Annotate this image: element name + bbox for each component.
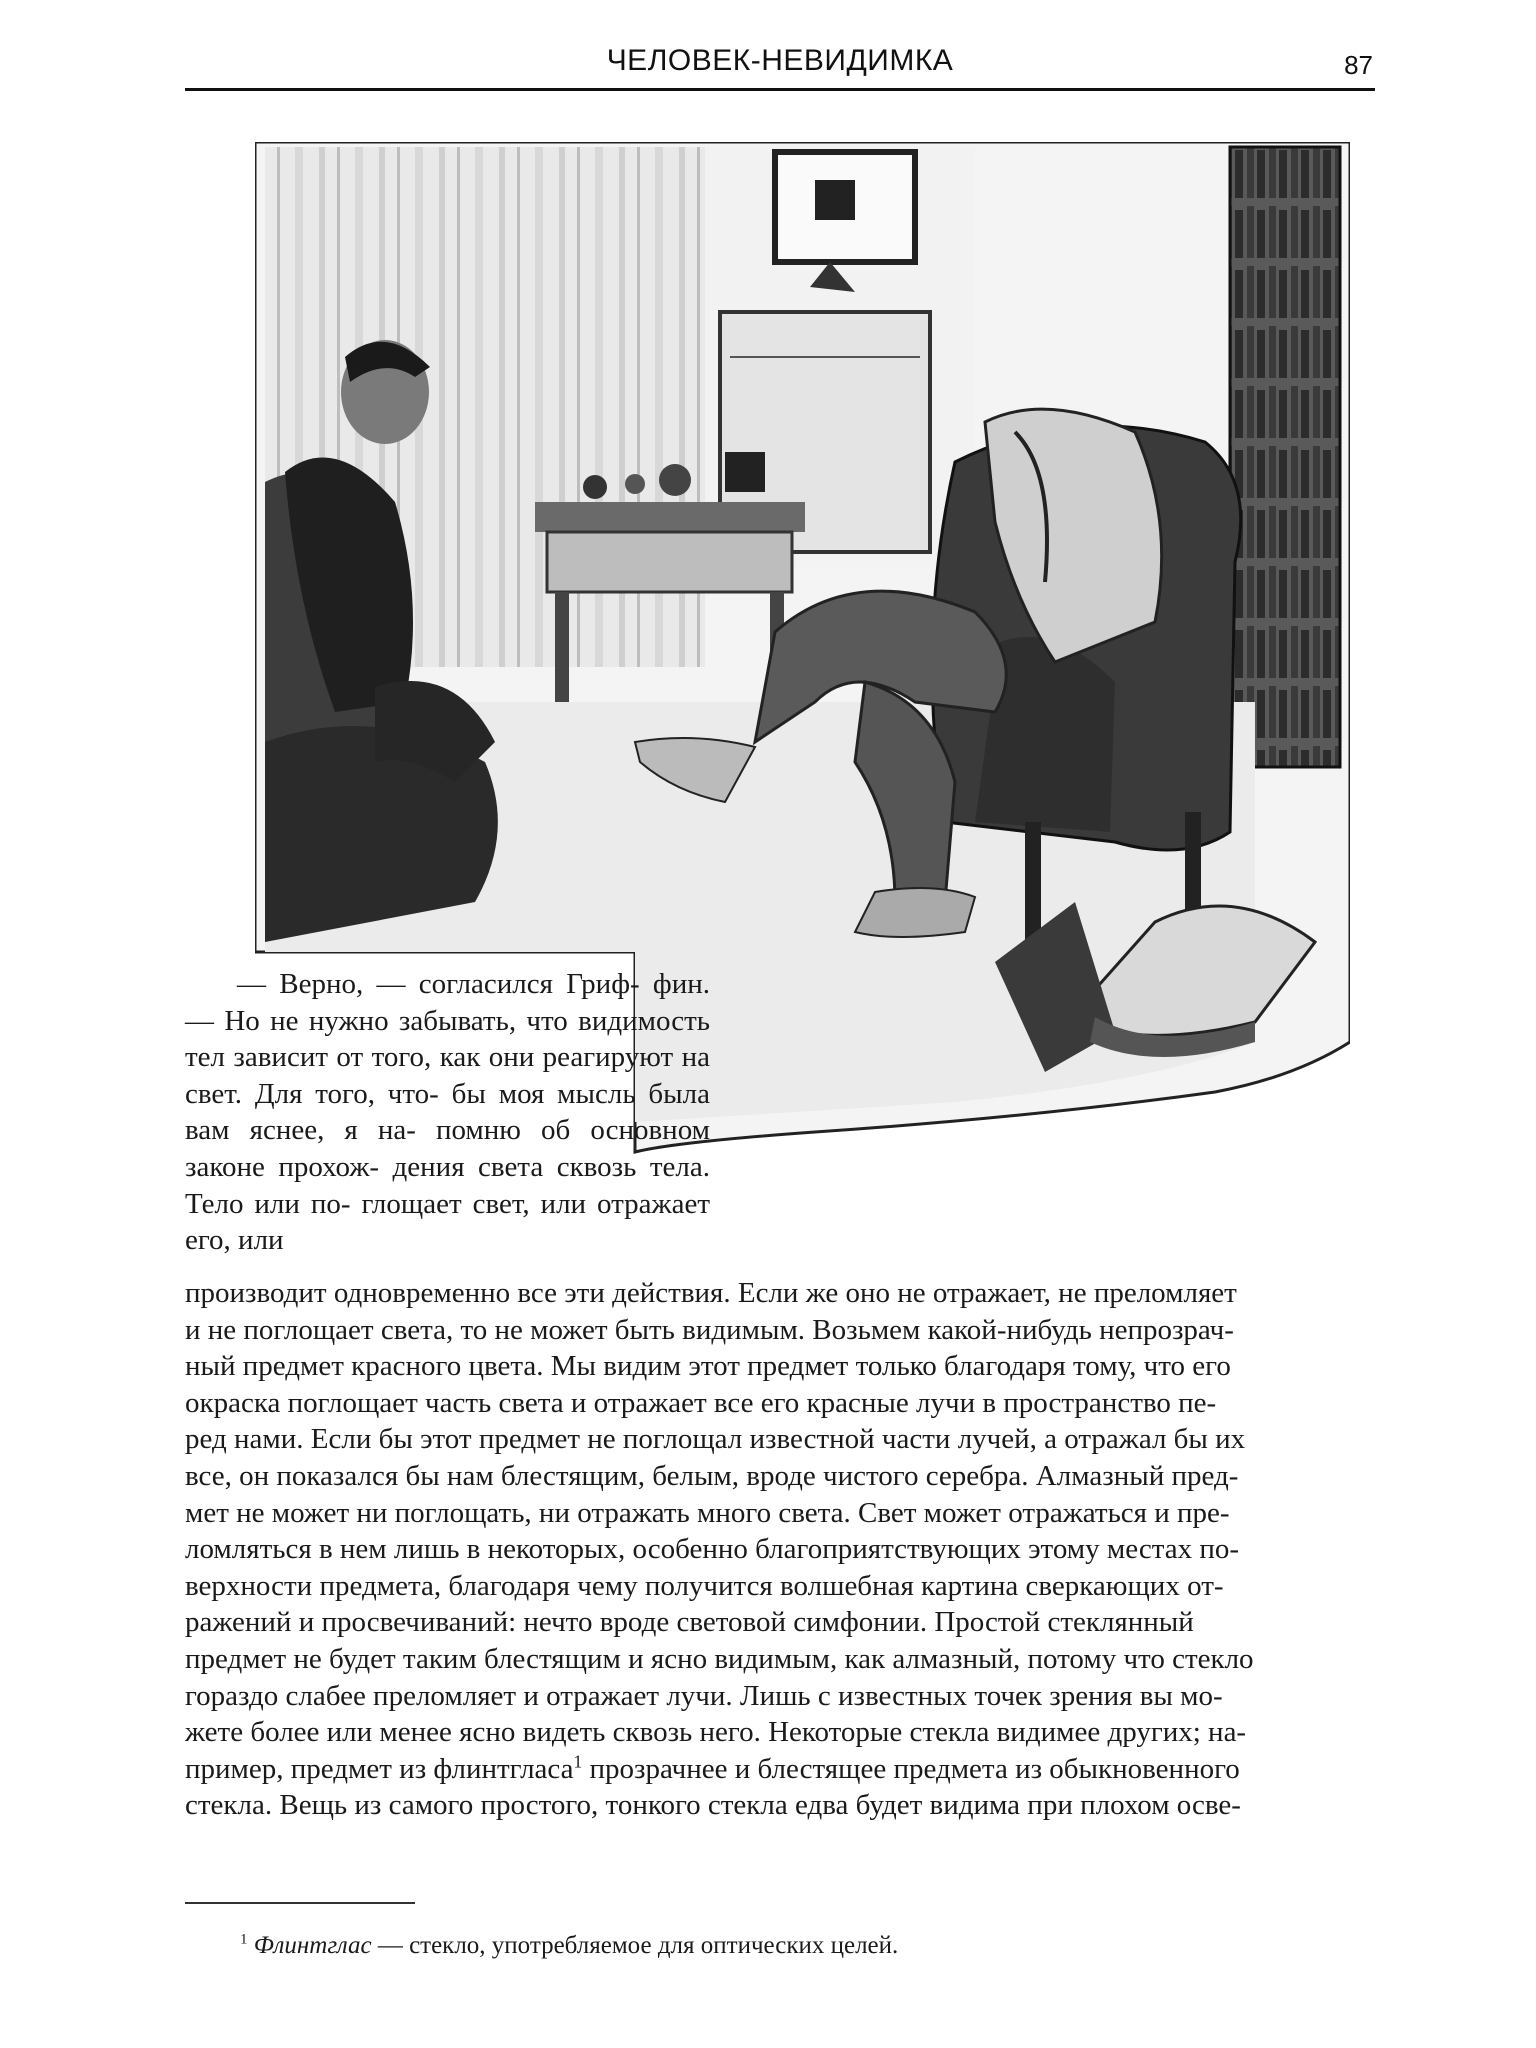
footnote-reference[interactable]: 1 [573,1751,583,1772]
footnote-definition: — стекло, употребляемое для оптических целей. [371,1932,899,1959]
text-line: ражений и просвечиваний: нечто вроде световой симфонии. Простой стеклянный [185,1606,1194,1639]
footnote [240,1932,1340,1960]
text-line: ломляться в нем лишь в некоторых, особенно благоприятствующих этому местах по- [185,1533,1240,1566]
text-line: производит одновременно все эти действия. Если же оно не отражает, не преломляет [185,1277,1237,1309]
text-line: ный предмет красного цвета. Мы видим этот предмет только благодаря тому, что его [185,1350,1231,1383]
text-line: и не поглощает света, то не может быть видимым. Возьмем какой-нибудь непрозрач- [185,1313,1234,1346]
footnote-mark: 1 [240,1931,248,1948]
text-fragment: прозрачнее и блестящее предмета из обыкновенного [582,1752,1240,1785]
text-line: глощает свет, или отражает его, или [185,1187,710,1257]
text-line: стекла. Вещь из самого простого, тонкого стекла едва будет видима при плохом осве- [185,1789,1241,1822]
text-line: ред нами. Если бы этот предмет не поглощал известной части лучей, а отражал бы их [185,1423,1246,1456]
text-line: гораздо слабее преломляет и отражает лучи. Лишь с известных точек зрения вы мо- [185,1679,1223,1712]
running-title: ЧЕЛОВЕК-НЕВИДИМКА [606,44,954,77]
running-header [185,40,1375,91]
text-line: дения света сквозь тела. Тело или по- [185,1150,711,1220]
text-line: — Верно, — согласился Гриф- [237,968,640,1000]
text-line: жете более или менее ясно видеть сквозь него. Некоторые стекла видимее других; на- [185,1716,1247,1749]
text-line: видимость тел зависит от того, как [185,1004,710,1074]
text-line: верхности предмета, благодаря чему получится волшебная картина сверкающих от- [185,1569,1224,1602]
text-line: предмет не будет таким блестящим и ясно видимым, как алмазный, потому что стекло [185,1642,1254,1675]
text-line: все, он показался бы нам блестящим, белым, вроде чистого серебра. Алмазный пред- [185,1459,1239,1492]
text-line: фин. — Но не нужно забывать, что [185,968,710,1037]
footnote-divider [185,1902,415,1904]
paragraph-continuation [185,1275,1375,1824]
footnote-term: Флинтглас [253,1932,372,1959]
text-line: мет не может ни поглощать, ни отражать много света. Свет может отражаться и пре- [185,1496,1230,1529]
text-line: помню об основном законе прохож- [185,1114,710,1183]
text-line: они реагируют на свет. Для того, что- [185,1041,710,1110]
page-number: 87 [1344,50,1373,80]
text-line: окраска поглощает часть света и отражает все его красные лучи в пространство пе- [185,1386,1217,1419]
text-line: бы моя мысль была вам яснее, я на- [185,1077,710,1147]
text-line [185,1751,1375,1788]
paragraph-opening [185,966,710,1259]
text-fragment: пример, предмет из флинтгласа [185,1752,574,1785]
